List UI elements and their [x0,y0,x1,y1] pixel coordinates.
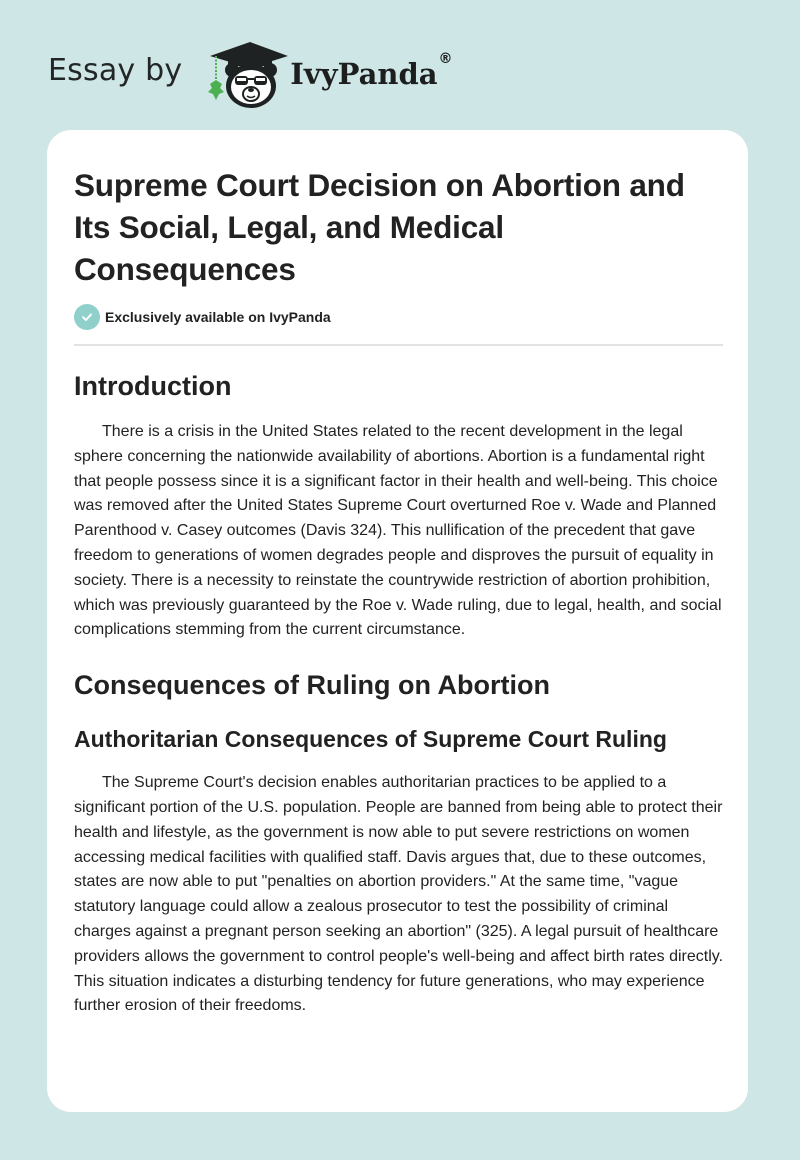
section-consequences [74,667,724,1019]
panda-graduation-cap-icon [200,36,292,110]
paragraph: The Supreme Court's decision enables authoritarian practices to be applied to a significant portion of the U.S. population. People are banned from being able to protect their health and lifestyle, as the government is now able to put severe restrictions on women accessing medical facilities with qualified staff. Davis argues that, due to these outcomes, states are now able to put "penalties on abortion providers." At the same time, "vague statutory language could allow a zealous prosecutor to test the possibility of criminal charges against a pregnant person seeking an abortion" (325). A legal pursuit of healthcare providers allows the government to control people's well-being and affect birth rates directly. This situation indicates a disturbing tendency for future generations, who may experience further erosion of their freedoms. [74,774,724,1015]
section-heading: Introduction [74,371,232,401]
brand-prefix: Essay by [48,52,183,88]
paragraph: There is a crisis in the United States related to the recent development in the legal sphere concerning the nationwide availability of abortions. Abortion is a fundamental right that people possess since it is a significant factor in their health and well-being. This choice was removed after the United States Supreme Court overturned Roe v. Wade and Planned Parenthood v. Casey outcomes (Davis 324). This nullification of the precedent that gave freedom to generations of women degrades people and disproves the pursuit of equality in society. There is a necessity to reinstate the countrywide restriction of abortion prohibition, which was previously guaranteed by the Roe v. Wade ruling, due to legal, health, and social complications stemming from the current circumstance. [74,423,722,639]
divider [74,344,723,346]
brand-logo-link[interactable] [200,36,452,110]
subsection-heading: Authoritarian Consequences of Supreme Court Ruling [74,726,667,753]
brand-name [290,51,453,91]
section-heading: Consequences of Ruling on Abortion [74,670,550,701]
brand-name-text: IvyPanda [290,57,438,91]
check-circle-icon [74,304,100,330]
registered-mark: ® [438,51,453,67]
essay-title: Supreme Court Decision on Abortion and Its Social, Legal, and Medical Consequences [74,167,685,287]
exclusive-badge [74,304,721,330]
exclusive-label: Exclusively available on IvyPanda [105,309,331,325]
essay-card [47,130,748,1112]
site-header [48,36,453,110]
section-introduction [74,368,721,643]
